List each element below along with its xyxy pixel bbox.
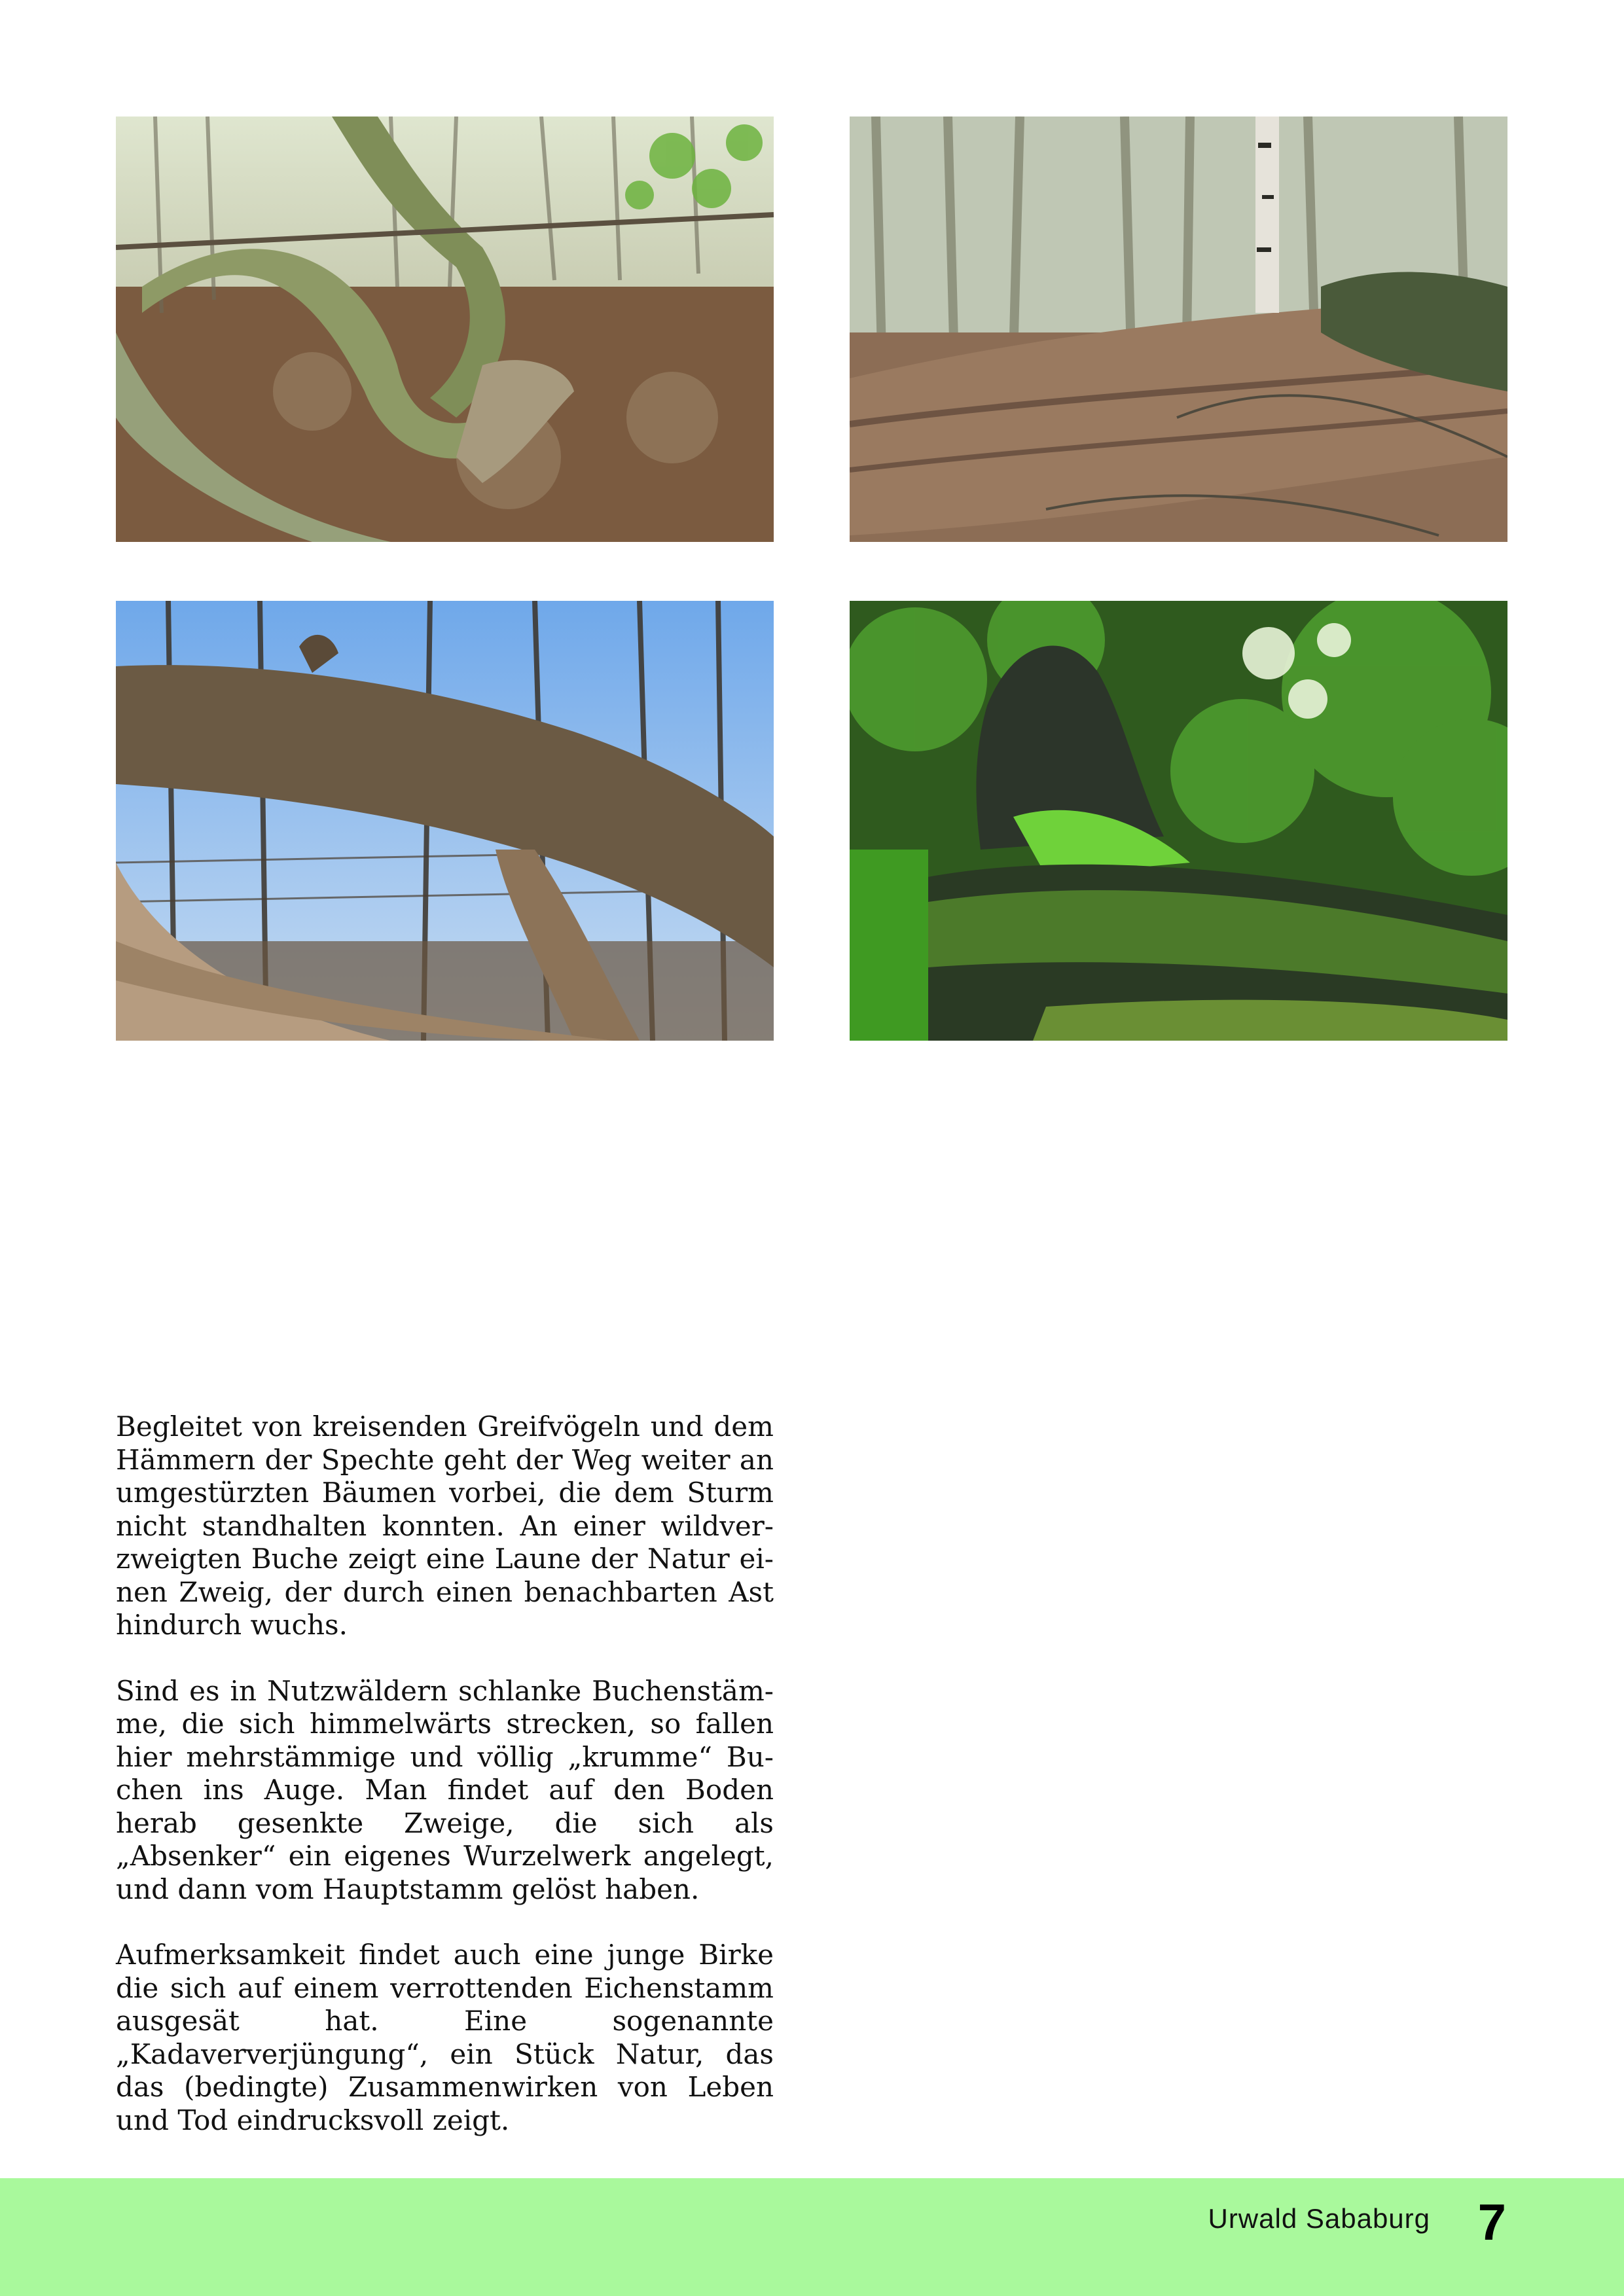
arched-branch-photo	[116, 601, 774, 1041]
footer-title: Urwald Sababurg	[1208, 2203, 1430, 2234]
page-number: 7	[1477, 2193, 1506, 2251]
mossy-stump-photo	[850, 601, 1507, 1041]
body-text	[116, 1410, 774, 2170]
paragraph-3: Aufmerksamkeit findet auch eine junge Birke die sich auf einem verrottenden Eichenstamm ausgesät hat. Eine sogenannte „Kadaververjüngung“, ein Stück Natur, das das (bedingte) Zusammenwirken von Leben und Tod eindrucksvoll zeigt.	[116, 1939, 774, 2136]
gnarled-beech-photo	[116, 117, 774, 542]
fallen-tree-birch-photo	[850, 117, 1507, 542]
paragraph-1: Begleitet von kreisenden Greifvögeln und dem Hämmern der Spechte geht der Weg weiter an umgestürzten Bäumen vorbei, die dem Sturm nicht standhalten konnten. An einer wildverzweigten Buche zeigt eine Laune der Natur einen Zweig, der durch einen benachbarten Ast hindurch wuchs.	[116, 1410, 774, 1641]
paragraph-2: Sind es in Nutzwäldern schlanke Buchenstämme, die sich himmelwärts strecken, so fallen hier mehrstämmige und völlig „krumme“ Buchen ins Auge. Man findet auf den Boden herab gesenkte Zweige, die sich als „Absenker“ ein eigenes Wurzelwerk angelegt, und dann vom Hauptstamm gelöst haben.	[116, 1674, 774, 1905]
footer-bar	[0, 2178, 1624, 2296]
